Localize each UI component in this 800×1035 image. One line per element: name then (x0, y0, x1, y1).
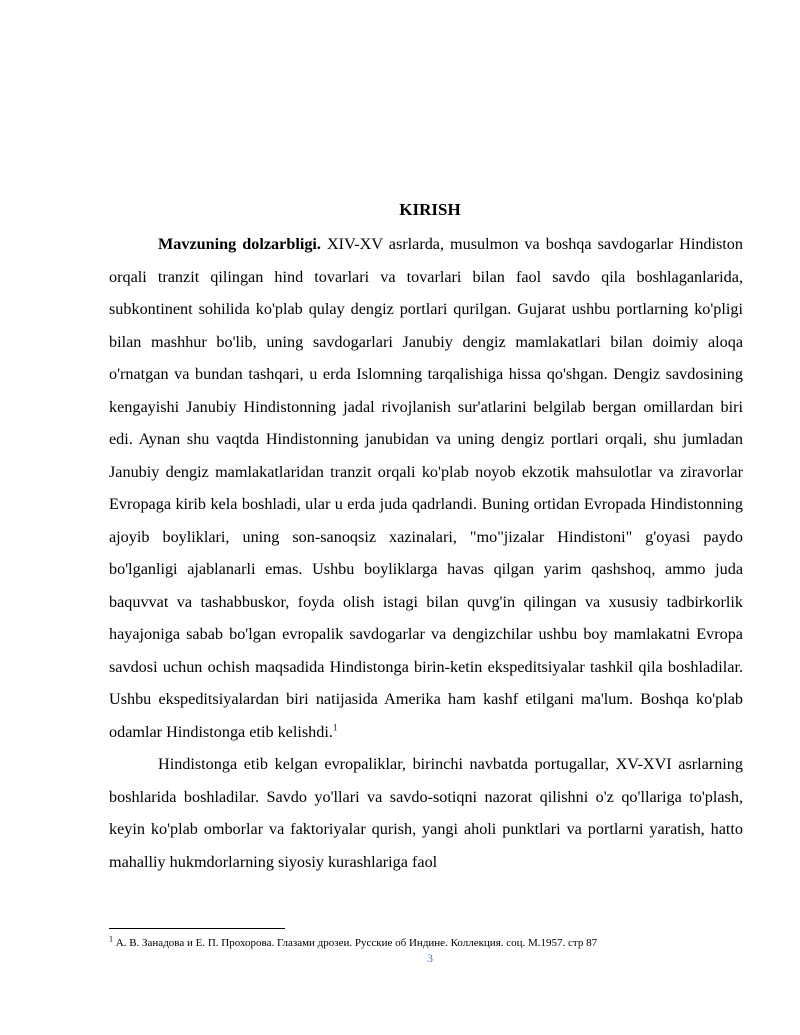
footnote-divider (109, 928, 285, 929)
paragraph-text: XIV-XV asrlarda, musulmon va boshqa savdogarlar Hindiston orqali tranzit qilingan hind tovarlari va tovarlari bilan faol savdo qila boshlaganlarida, subkontinent sohilida ko'plab qulay dengiz portlari qurilgan. Gujarat ushbu portlarning ko'pligi bilan mashhur bo'lib, uning savdogarlari Janubiy dengiz mamlakatlari bilan doimiy aloqa o'rnatgan va bundan tashqari, u erda Islomning tarqalishiga hissa qo'shgan. Dengiz savdosining kengayishi Janubiy Hindistonning jadal rivojlanish sur'atlarini belgilab bergan omillardan biri edi. Aynan shu vaqtda Hindistonning janubidan va uning dengiz portlari orqali, shu jumladan Janubiy dengiz mamlakatlaridan tranzit orqali ko'plab noyob ekzotik mahsulotlar va ziravorlar Evropaga kirib kela boshladi, ular u erda juda qadrlandi. Buning ortidan Evropada Hindistonning ajoyib boyliklari, uning son-sanoqsiz xazinalari, "mo"jizalar Hindistoni" g'oyasi paydo bo'lganligi ajablanarli emas. Ushbu boyliklarga havas qilgan yarim qashshoq, ammo juda baquvvat va tashabbuskor, foyda olish istagi bilan quvg'in qilingan va xususiy tadbirkorlik hayajoniga sabab bo'lgan evropalik savdogarlar va dengizchilar ushbu boy mamlakatni Evropa savdosi uchun ochish maqsadida Hindistonga birin-ketin ekspeditsiyalar tashkil qila boshladilar. Ushbu ekspeditsiyalardan biri natijasida Amerika ham kashf etilgani ma'lum. Boshqa ko'plab odamlar Hindistonga etib kelishdi. (109, 235, 743, 741)
footnote (109, 936, 749, 950)
section-heading: KIRISH (399, 200, 461, 219)
footnote-marker: 1 (109, 934, 113, 944)
footnote-reference: 1 (332, 722, 338, 733)
paragraph-europeans (109, 748, 743, 878)
footnote-text: А. В. Занадова и Е. П. Прохорова. Глазами дрозеи. Русские об Индине. Коллекция. соц. М.1957. стр 87 (113, 937, 598, 949)
page-number: 3 (427, 951, 433, 965)
body-text (109, 228, 743, 878)
paragraph-relevance (109, 228, 743, 748)
paragraph-lead: Mavzuning dolzarbligi. (158, 235, 321, 253)
paragraph-text: Hindistonga etib kelgan evropaliklar, birinchi navbatda portugallar, XV-XVI asrlarning boshlarida boshladilar. Savdo yo'llari va savdo-sotiqni nazorat qilishni o'z qo'llariga to'plash, keyin ko'plab omborlar va faktoriyalar qurish, yangi aholi punktlari va portlarni yaratish, hatto mahalliy hukmdorlarning siyosiy kurashlariga faol (109, 755, 743, 871)
